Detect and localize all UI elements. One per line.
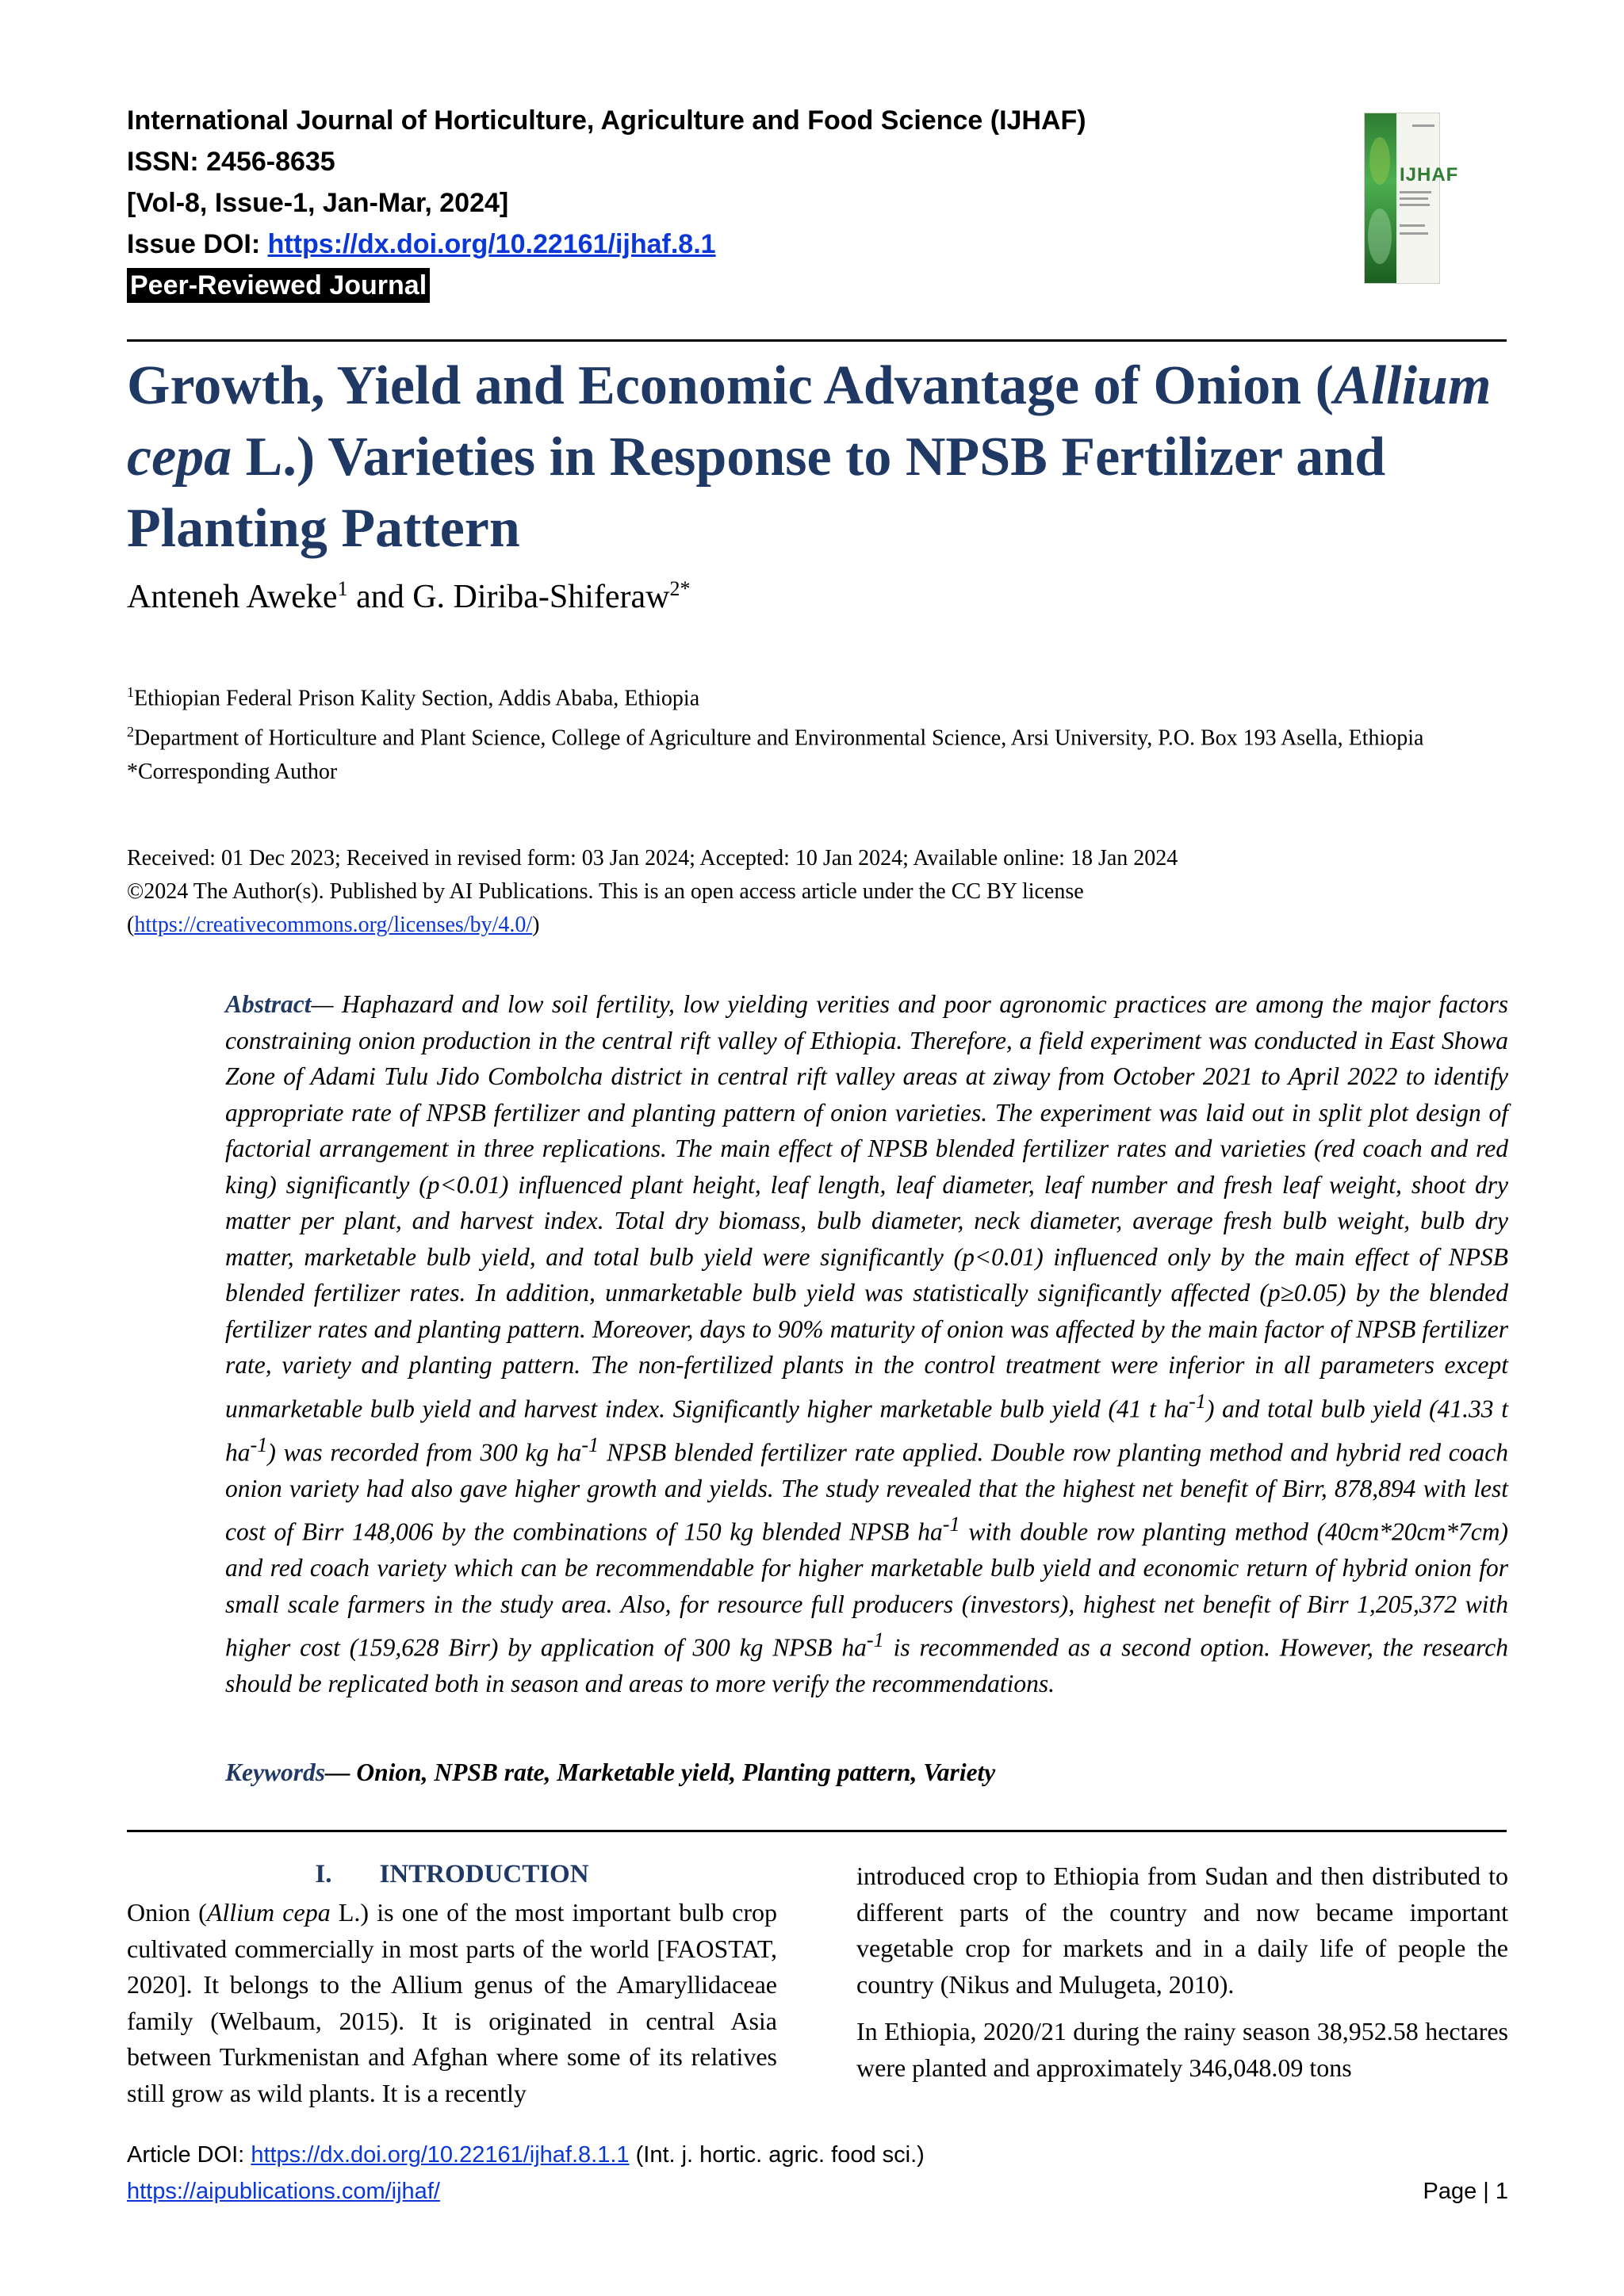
section-heading-introduction: [127, 1860, 777, 1889]
author-separator: and: [347, 579, 413, 615]
intro-column-right: [856, 1858, 1508, 2086]
title-species-italic: Allium cepa: [127, 355, 1492, 488]
license-link[interactable]: https://creativecommons.org/licenses/by/4.0/: [134, 913, 533, 937]
section-title: INTRODUCTION: [379, 1860, 589, 1888]
intro-paragraph-1-continued: introduced crop to Ethiopia from Sudan and then distributed to different parts of the country and now became important vegetable crop for markets and in a daily life of people the country (Nikus and Mulugeta, 2010).: [856, 1862, 1508, 1999]
title-text-1: Growth, Yield and Economic Advantage of Onion (: [127, 355, 1334, 416]
keywords: [225, 1758, 995, 1787]
abstract-text: is recommended as a second option. However, the research should be replicated both in season and areas to more verify the recommendations.: [225, 1633, 1508, 1697]
abstract-text: with double row planting method (40cm*20cm*7cm) and red coach variety which can be recommendable for higher marketable bulb yield and economic return of hybrid onion for small scale farmers in the study area. Also, for resource full producers (investors), highest net benefit of Birr 1,205,372 with higher cost (159,628 Birr) by application of 300 kg NPSB ha: [225, 1517, 1508, 1662]
abstract-text: NPSB blended fertilizer rate applied. Double row planting method and hybrid red coach onion variety had also gave higher growth and yields. The study revealed that the highest net benefit of Birr, 878,894 with lest cost of Birr 148,006 by the combinations of 150 kg blended NPSB ha: [225, 1438, 1508, 1546]
abstract-text: Haphazard and low soil fertility, low yielding verities and poor agronomic practices are among the major factors constraining onion production in the central rift valley of Ethiopia. Therefore, a field experiment was conducted in East Showa Zone of Adami Tulu Jido Combolcha district in central rift valley areas at ziway from October 2021 to April 2022 to identify appropriate rate of NPSB fertilizer and planting pattern of onion varieties. The experiment was laid out in split plot design of factorial arrangement in three replications. The main effect of NPSB blended fertilizer rates and varieties (red coach and red king) significantly (p<0.01) influenced plant height, leaf length, leaf diameter, leaf number and fresh leaf weight, shoot dry matter per plant, and harvest index. Total dry biomass, bulb diameter, neck diameter, average fresh bulb weight, bulb dry matter, marketable bulb yield, and total bulb yield were significantly (p<0.01) influenced only by the main effect of NPSB blended fertilizer rates. In addition, unmarketable bulb yield was statistically significantly affected (p≥0.05) by the blended fertilizer rates and planting pattern. Moreover, days to 90% maturity of onion was affected by the main factor of NPSB fertilizer rate, variety and planting pattern. The non-fertilized plants in the control treatment were inferior in all parameters except unmarketable bulb yield and harvest index. Significantly higher marketable bulb yield (41 t ha: [225, 990, 1508, 1422]
license-link-line: [127, 909, 1507, 942]
author-1-sup: 1: [337, 577, 348, 600]
journal-name: International Journal of Horticulture, Agriculture and Food Science (IJHAF): [127, 105, 1086, 136]
affiliation-1-text: Ethiopian Federal Prison Kality Section, Addis Ababa, Ethiopia: [134, 686, 700, 711]
intro-text: L.) is one of the most important bulb crop cultivated commercially in most parts of the world [FAOSTAT, 2020]. It belongs to the Allium genus of the Amaryllidaceae family (Welbaum, 2015). It is originated in central Asia between Turkmenistan and Afghan where some of its relatives still grow as wild plants. It is a recently: [127, 1898, 778, 2107]
affiliations: [127, 675, 1507, 789]
keywords-label: Keywords: [225, 1758, 325, 1786]
intro-species-italic: Allium cepa: [206, 1898, 331, 1927]
section-number: I.: [315, 1860, 332, 1888]
intro-text: Onion (: [127, 1898, 207, 1927]
issue-doi: [127, 224, 1316, 265]
abstract-text: ) was recorded from 300 kg ha: [267, 1438, 582, 1466]
cover-leaf-highlight: [1369, 137, 1390, 185]
issue-doi-link[interactable]: https://dx.doi.org/10.22161/ijhaf.8.1: [267, 229, 716, 259]
intro-paragraph-2: In Ethiopia, 2020/21 during the rainy season 38,952.58 hectares were planted and approximately 346,048.09 tons: [856, 2017, 1508, 2082]
peer-reviewed-badge: Peer-Reviewed Journal: [127, 268, 430, 303]
cover-title: IJHAF: [1400, 164, 1459, 186]
page-number: Page | 1: [1423, 2179, 1508, 2204]
abstract-sup: -1: [1189, 1389, 1206, 1413]
publication-info: [127, 842, 1507, 942]
abstract-sup: -1: [250, 1433, 268, 1456]
cover-text-line: [1412, 124, 1434, 127]
footer-doi-link[interactable]: https://dx.doi.org/10.22161/ijhaf.8.1.1: [251, 2142, 630, 2168]
article-title: [127, 350, 1522, 564]
issue-doi-label: Issue DOI:: [127, 229, 268, 259]
paren-open: (: [127, 913, 135, 937]
author-2: G. Diriba-Shiferaw: [412, 579, 670, 615]
abstract-sup: -1: [942, 1513, 960, 1536]
affiliation-2: [127, 715, 1507, 755]
header-divider: [127, 339, 1507, 342]
author-2-sup: 2*: [669, 577, 691, 600]
footer-doi-label: Article DOI:: [127, 2142, 251, 2168]
footer-site-link[interactable]: https://aipublications.com/ijhaf/: [127, 2179, 440, 2204]
abstract-dash: —: [311, 990, 343, 1018]
affiliation-2-text: Department of Horticulture and Plant Science, College of Agriculture and Environmental Science, Arsi University, P.O. Box 193 Asella, Ethiopia: [134, 725, 1424, 751]
cover-text-line: [1400, 204, 1430, 206]
keywords-text: — Onion, NPSB rate, Marketable yield, Planting pattern, Variety: [325, 1758, 996, 1786]
affiliation-1-sup: 1: [127, 684, 134, 700]
license-line: ©2024 The Author(s). Published by AI Publications. This is an open access article under the CC BY license: [127, 879, 1084, 904]
journal-cover-image: [1364, 113, 1459, 284]
dates-line: Received: 01 Dec 2023; Received in revised form: 03 Jan 2024; Accepted: 10 Jan 2024; Available online: 18 Jan 2024: [127, 846, 1178, 871]
abstract-label: Abstract: [225, 990, 312, 1018]
cover-text-line: [1400, 224, 1425, 227]
abstract-sup: -1: [866, 1628, 884, 1651]
paren-close: ): [532, 913, 540, 937]
author-line: [127, 577, 690, 616]
journal-header: [127, 100, 1316, 306]
footer-doi: [127, 2142, 925, 2168]
abstract-divider: [127, 1830, 1507, 1832]
author-1: Anteneh Aweke: [127, 579, 338, 615]
journal-issn: ISSN: 2456-8635: [127, 147, 335, 177]
abstract-text: ) and total bulb yield (41.33 t ha: [225, 1395, 1508, 1466]
intro-column-left: [127, 1895, 777, 2111]
abstract: [225, 986, 1508, 1702]
affiliation-2-sup: 2: [127, 724, 134, 740]
footer-site: [127, 2179, 440, 2205]
journal-volume: [Vol-8, Issue-1, Jan-Mar, 2024]: [127, 188, 509, 218]
abstract-sup: -1: [581, 1433, 599, 1456]
title-text-2: L.) Varieties in Response to NPSB Fertilizer and Planting Pattern: [127, 427, 1386, 559]
affiliation-1: [127, 675, 1507, 715]
cover-text-line: [1400, 232, 1428, 235]
footer-doi-suffix: (Int. j. hortic. agric. food sci.): [629, 2142, 925, 2168]
cover-leaf-highlight-2: [1368, 209, 1392, 264]
cover-text-line: [1400, 197, 1428, 200]
intro-paragraph-1: [127, 1895, 777, 2111]
cover-text-line: [1400, 191, 1431, 193]
corresponding-author: *Corresponding Author: [127, 759, 338, 784]
